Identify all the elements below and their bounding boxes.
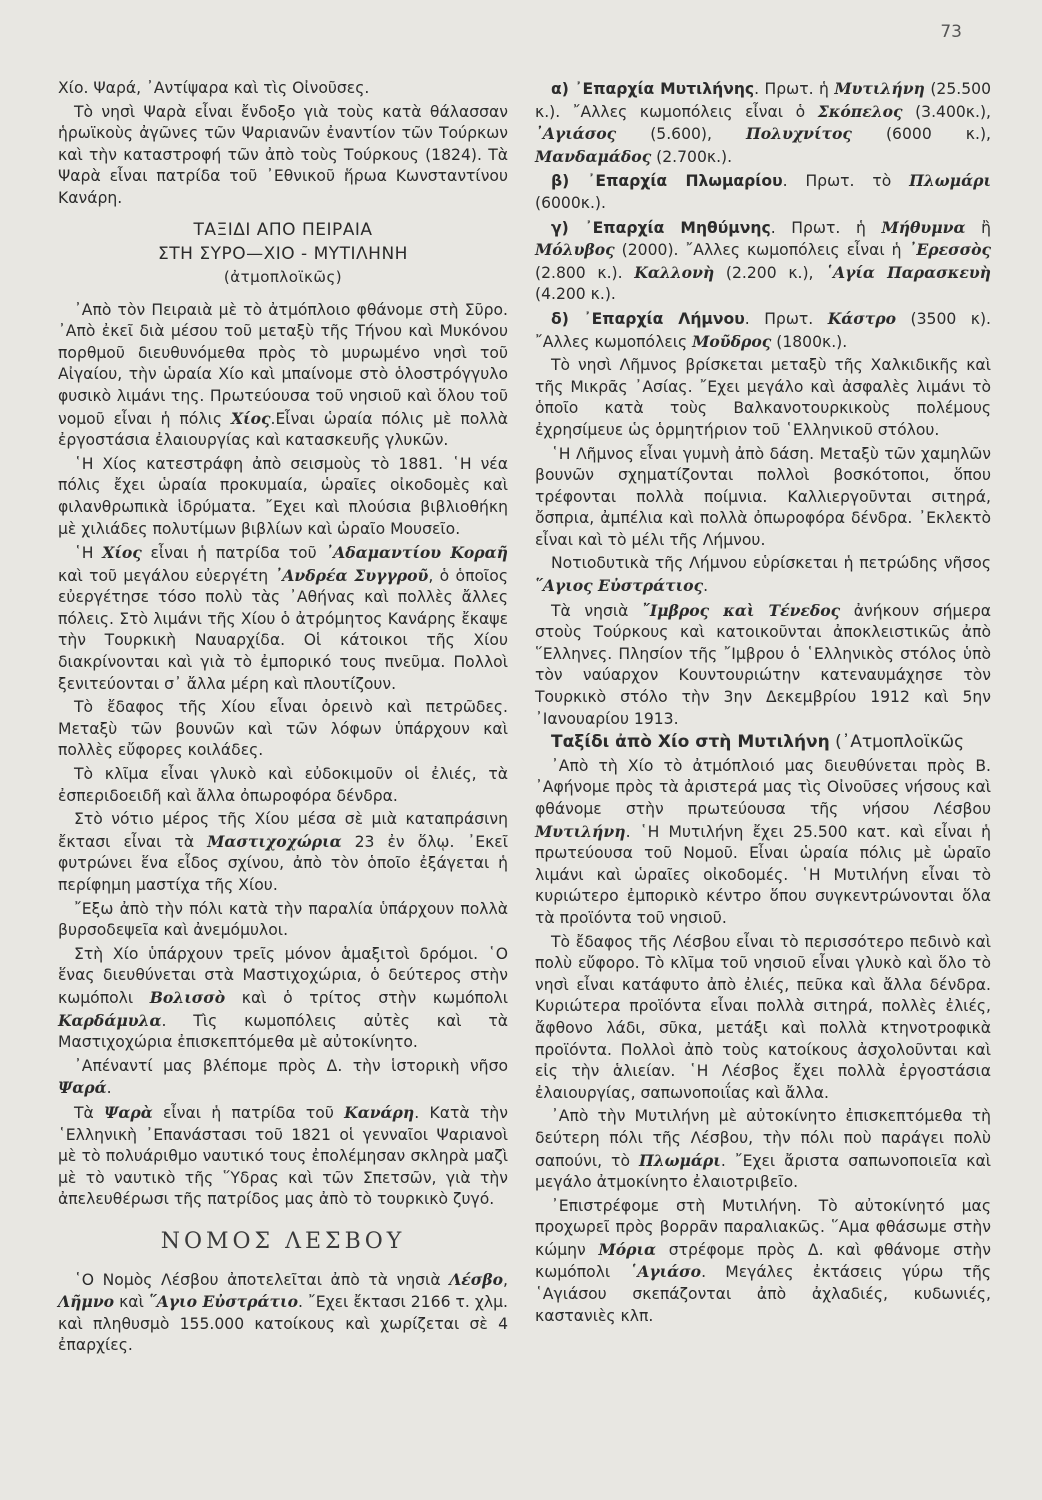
- paragraph: ᾽Απὸ τὴν Μυτιλήνη μὲ αὐτοκίνητο ἐπισκεπτόμεθα τὴ δεύτερη πόλι τῆς Λέσβου, τὴν πόλι ποὺ παράγει πολὺ σαπούνι, τὸ Πλωμάρι. ῎Εχει ἄριστα σαπωνοποιεῖα καὶ μεγάλο ἀτμοκίνητο ἐλαιοτριβεῖο.: [535, 1107, 991, 1192]
- paragraph: ῾Η Λῆμνος εἶναι γυμνὴ ἀπὸ δάση. Μεταξὺ τῶν χαμηλῶν βουνῶν σχηματίζονται πολλοὶ βοσκότοποι, ὅπου τρέφονται πολλὰ ποίμνια. Καλλιεργοῦνται σιτηρά, ὄσπρια, ἀμπέλια καὶ πολλὰ ὀπωροφόρα δένδρα. ᾽Εκλεκτὸ εἶναι καὶ τὸ μέλι τῆς Λήμνου.: [535, 444, 991, 549]
- paragraph: Χίο. Ψαρά, ᾽Αντίψαρα καὶ τὶς Οἰνοῦσες.: [58, 79, 370, 97]
- paragraph: Στὸ νότιο μέρος τῆς Χίου μέσα σὲ μιὰ καταπράσινη ἔκτασι εἶναι τὰ Μαστιχοχώρια 23 ἐν ὅλῳ. ᾽Εκεῖ φυτρώνει ἕνα εἶδος σχίνου, ἀπὸ τὸν ὁποῖο ἐξάγεται ἡ περίφημη μαστίχα τῆς Χίου.: [58, 810, 508, 894]
- title-line: ΣΤΗ ΣΥΡΟ—ΧΙΟ - ΜΥΤΙΛΗΝΗ: [158, 243, 408, 264]
- paragraph: δ) ᾽Επαρχία Λήμνου. Πρωτ. Κάστρο (3500 κ). ῎Αλλες κωμοπόλεις Μοῦδρος (1800κ.).: [535, 308, 992, 351]
- title-line: ΤΑΞΙΔΙ ΑΠΟ ΠΕΙΡΑΙΑ: [193, 219, 373, 240]
- paragraph: ᾽Απὸ τὴ Χίο τὸ ἀτμόπλοιό μας διευθύνεται πρὸς Β. ᾽Αφήνομε πρὸς τὰ ἀριστερά μας τὶς Οἰνοῦσες νήσους καὶ φθάνομε στὴν πρωτεύουσα τῆς νήσου Λέσβου Μυτιλήνη. ῾Η Μυτιλήνη ἔχει 25.500 κατ. καὶ εἶναι ἡ πρωτεύουσα τοῦ Νομοῦ. Εἶναι ὡραία πόλις μὲ ὡραῖο λιμάνι καὶ ὡραῖες οἰκοδομές. ῾Η Μυτιλήνη εἶναι τὸ κυριώτερο ἐμπορικὸ κέντρο ὅπου συγκεντρώνονται ὅλα τὰ προϊόντα τοῦ νησιοῦ.: [535, 756, 991, 927]
- left-column: [58, 78, 508, 1359]
- paragraph: γ) ᾽Επαρχία Μηθύμνης. Πρωτ. ἡ Μήθυμνα ἢ Μόλυβος (2000). ῎Αλλες κωμοπόλεις εἶναι ἡ ᾽Ερεσσὸς (2.800 κ.). Καλλονὴ (2.200 κ.), ῾Αγία Παρασκευὴ (4.200 κ.).: [535, 217, 991, 304]
- paragraph: Τὸ κλῖμα εἶναι γλυκὸ καὶ εὐδοκιμοῦν οἱ ἐλιές, τὰ ἐσπεριδοειδῆ καὶ ἄλλα ὀπωροφόρα δένδρα.: [58, 765, 508, 805]
- paragraph: Τὸ νησὶ Ψαρὰ εἶναι ἔνδοξο γιὰ τοὺς κατὰ θάλασσαν ἡρωϊκοὺς ἀγῶνες τῶν Ψαριανῶν ἐναντίον τῶν Τούρκων καὶ τὴν καταστροφή τῶν ἀπὸ τοὺς Τούρκους (1824). Τὰ Ψαρὰ εἶναι πατρίδα τοῦ ᾽Εθνικοῦ ἥρωα Κωνσταντίνου Κανάρη.: [58, 102, 508, 207]
- paragraph: Τὰ νησιὰ ῎Ιμβρος καὶ Τένεδος ἀνήκουν σήμερα στοὺς Τούρκους καὶ κατοικοῦνται ἀποκλειστικῶς ἀπὸ ῞Ελληνες. Πλησίον τῆς ῎Ιμβρου ὁ ῾Ελληνικὸς στόλος ὑπὸ τὸν ναύαρχον Κουντουριώτην κατεναυμάχησε τὸν Τουρκικὸ στόλο τὴν 3ην Δεκεμβρίου 1912 καὶ 5ην ᾽Ιανουαρίου 1913.: [535, 600, 991, 728]
- paragraph: Στὴ Χίο ὑπάρχουν τρεῖς μόνον ἁμαξιτοὶ δρόμοι. ῾Ο ἕνας διευθύνεται στὰ Μαστιχοχώρια, ὁ δεύτερος στὴν κωμόπολι Βολισσὸ καὶ ὁ τρίτος στὴν κωμόπολι Καρδάμυλα. Τὶς κωμοπόλεις αὐτὲς καὶ τὰ Μαστιχοχώρια ἐπισκεπτόμεθα μὲ αὐτοκίνητο.: [58, 944, 508, 1052]
- paragraph: Νοτιοδυτικὰ τῆς Λήμνου εὑρίσκεται ἡ πετρώδης νῆσος ῞Αγιος Εὐστράτιος.: [535, 554, 991, 596]
- nomos-heading: ΝΟΜΟΣ ΛΕΣΒΟΥ: [160, 1228, 406, 1254]
- paragraph: Τὸ νησὶ Λῆμνος βρίσκεται μεταξὺ τῆς Χαλκιδικῆς καὶ τῆς Μικρᾶς ᾽Ασίας. ῎Εχει μεγάλο καὶ ἀσφαλὲς λιμάνι τὸ ὁποῖο κατὰ τοὺς Βαλκανοτουρκικοὺς πολέμους ἐχρησίμευε ὡς ὁρμητήριον τοῦ ῾Ελληνικοῦ στόλου.: [535, 356, 991, 439]
- paragraph: ῎Εξω ἀπὸ τὴν πόλι κατὰ τὴν παραλία ὑπάρχουν πολλὰ βυρσοδεψεῖα καὶ ἀνεμόμυλοι.: [58, 899, 508, 940]
- page-number: 73: [940, 22, 962, 42]
- paragraph: ῾Η Χίος εἶναι ἡ πατρίδα τοῦ ᾽Αδαμαντίου Κοραῆ καὶ τοῦ μεγάλου εὐεργέτη ᾽Ανδρέα Συγγροῦ, ὁ ὁποῖος εὐεργέτησε τόσο πολὺ τὰς ᾽Αθήνας καὶ πολλὲς ἄλλες πόλεις. Στὸ λιμάνι τῆς Χίου ὁ ἀτρόμητος Κανάρης ἔκαψε τὴν Τουρκικὴ Ναυαρχίδα. Οἱ κάτοικοι τῆς Χίου διακρίνονται καὶ γιὰ τὸ ἐμπορικό τους πνεῦμα. Πολλοὶ ξενιτεύονται σ᾽ ἄλλα μέρη καὶ πλουτίζουν.: [58, 543, 508, 693]
- section-title: [58, 218, 508, 288]
- paragraph: α) ᾽Επαρχία Μυτιλήνης. Πρωτ. ἡ Μυτιλήνη (25.500 κ.). ῎Αλλες κωμοπόλεις εἶναι ὁ Σκόπελος (3.400κ.), ᾽Αγιάσος (5.600), Πολυχνίτος (6000 κ.), Μανδαμάδος (2.700κ.).: [535, 79, 991, 166]
- paragraph: Τὸ ἔδαφος τῆς Χίου εἶναι ὀρεινὸ καὶ πετρῶδες. Μεταξὺ τῶν βουνῶν καὶ τῶν λόφων ὑπάρχουν καὶ πολλὲς εὔφορες κοιλάδες.: [58, 698, 508, 760]
- paragraph: ᾽Απέναντί μας βλέπομε πρὸς Δ. τὴν ἱστορικὴ νῆσο Ψαρά.: [58, 1056, 508, 1098]
- paragraph: Τὸ ἔδαφος τῆς Λέσβου εἶναι τὸ περισσότερο πεδινὸ καὶ πολὺ εὔφορο. Τὸ κλῖμα τοῦ νησιοῦ εἶναι γλυκὸ καὶ ὅλο τὸ νησὶ εἶναι κατάφυτο ἀπὸ ἐλιές, πεῦκα καὶ ἄλλα δένδρα. Κυριώτερα προϊόντα εἶναι πολλὰ σιτηρά, πολλὲς ἐλιές, ἄφθονο λάδι, σῦκα, μετάξι καὶ πολλὰ κτηνοτροφικὰ προϊόντα. Πολλοὶ ἀπὸ τοὺς κατοίκους ἀσχολοῦνται καὶ εἰς τὴν ἁλιείαν. ῾Η Λέσβος ἔχει πολλὰ ἐργοστάσια ἐλαιουργίας, σαπωνοποιΐας καὶ ἄλλα.: [535, 932, 991, 1102]
- paragraph: β) ᾽Επαρχία Πλωμαρίου. Πρωτ. τὸ Πλωμάρι (6000κ.).: [535, 171, 991, 212]
- paragraph: Τὰ Ψαρὰ εἶναι ἡ πατρίδα τοῦ Κανάρη. Κατὰ τὴν ῾Ελληνικὴ ᾽Επανάστασι τοῦ 1821 οἱ γενναῖοι Ψαριανοὶ μὲ τὸ πολυάριθμο ναυτικό τους ἐπολέμησαν σκληρὰ μαζὶ μὲ τὸ ναυτικὸ τῆς ῞Υδρας καὶ τῶν Σπετσῶν, γιὰ τὴν ἀπελευθέρωσι τῆς πατρίδος μας ἀπὸ τὸ τουρκικὸ ζυγό.: [58, 1102, 509, 1209]
- section-heading: Ταξίδι ἀπὸ Χίο στὴ Μυτιλήνη (᾽Ατμοπλοϊκῶς: [551, 732, 965, 753]
- paragraph: ῾Ο Νομὸς Λέσβου ἀποτελεῖται ἀπὸ τὰ νησιὰ Λέσβο, Λῆμνο καὶ ῞Αγιο Εὐστράτιο. ῎Εχει ἔκτασι 2166 τ. χλμ. καὶ πληθυσμὸ 155.000 κατοίκους καὶ χωρίζεται σὲ 4 ἐπαρχίες.: [58, 1269, 508, 1355]
- paragraph: ᾽Επιστρέφομε στὴ Μυτιλήνη. Τὸ αὐτοκίνητό μας προχωρεῖ πρὸς βορρᾶν παραλιακῶς. ῞Αμα φθάσωμε στὴν κώμην Μόρια στρέφομε πρὸς Δ. καὶ φθάνομε στὴν κωμόπολι ῾Αγιάσο. Μεγάλες ἐκτάσεις γύρω τῆς ῾Αγιάσου σκεπάζονται ἀπὸ ἀχλαδιές, κυδωνιές, καστανιὲς κλπ.: [535, 1196, 991, 1325]
- paragraph: ῾Η Χίος κατεστράφη ἀπὸ σεισμοὺς τὸ 1881. ῾Η νέα πόλις ἔχει ὡραία προκυμαία, ὡραῖες οἰκοδομὲς καὶ φιλανθρωπικὰ ἱδρύματα. ῎Εχει καὶ πλούσια βιβλιοθήκη μὲ χιλιάδες πολυτίμων βιβλίων καὶ ὡραῖο Μουσεῖο.: [58, 454, 508, 538]
- right-column: [535, 78, 991, 1329]
- paragraph: ᾽Απὸ τὸν Πειραιὰ μὲ τὸ ἀτμόπλοιο φθάνομε στὴ Σῦρο. ᾽Απὸ ἐκεῖ διὰ μέσου τοῦ μεταξὺ τῆς Τήνου καὶ Μυκόνου πορθμοῦ διευθυνόμεθα πρὸς τὸ μυρωμένο νησὶ τοῦ Αἰγαίου, τὴν ὡραία Χίο καὶ μπαίνομε στὸ ὁλοστρόγγυλο φυσικὸ λιμάνι της. Πρωτεύουσα τοῦ νησιοῦ καὶ ὅλου τοῦ νομοῦ εἶναι ἡ πόλις Χίος.Εἶναι ὡραία πόλις μὲ πολλὰ ἐργοστάσια ἐλαιουργίας καὶ κατασκευῆς γλυκῶν.: [58, 300, 508, 450]
- title-subtitle: (ἀτμοπλοϊκῶς): [223, 267, 343, 286]
